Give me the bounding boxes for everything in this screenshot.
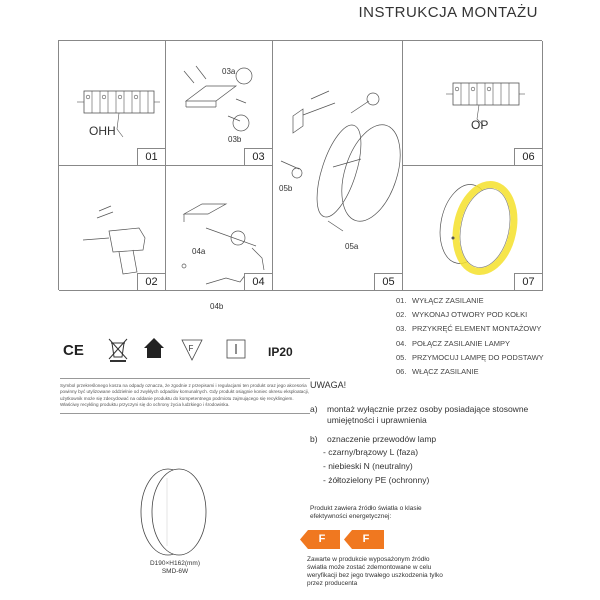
off-symbol-label: OHH: [89, 124, 116, 138]
recycling-note: Symbol przekreślonego kosza na odpady oznacza, że zgodnie z przepisami i regulacjami ten produkt oraz jego akcesoria powinny być utylizowane oddzielnie od zwykłych odpadów komunalnych. Gdy produkt osiągnie koniec okresu eksploatacji, użytkownik może się zdecydować na oddanie produktu do kompetentnego podmiotu zajmującego się recyklingiem. Właściwy recykling produktu przyczyni się do ochrony życia ludzkiego i środowiska.: [60, 378, 310, 414]
energy-class-label: F: [318, 533, 326, 545]
warning-item-a: a) montaż wyłącznie przez osoby posiadające stosowne umiejętności i uprawnienia: [310, 404, 529, 425]
warning-section: [310, 380, 552, 487]
weee-bin-icon: [106, 336, 130, 362]
wire-colors: [323, 445, 552, 487]
panel-number: 06: [514, 148, 542, 165]
on-symbol-label: OP: [471, 118, 489, 132]
lamp-attach-illustration: [273, 41, 403, 291]
wire-neutral: - niebieski N (neutralny): [323, 461, 413, 471]
panel-number: 01: [137, 148, 165, 165]
step-item: 06. WŁĄCZ ZASILANIE: [396, 366, 479, 376]
dimensions: D190×H162(mm): [149, 560, 201, 567]
panel-04: [166, 166, 273, 311]
panel-number: 03: [244, 148, 272, 165]
callout-04b: 04b: [210, 302, 224, 311]
callout-05b: 05b: [279, 184, 293, 193]
panel-03: [166, 41, 273, 166]
page-title: INSTRUKCJA MONTAŻU: [358, 4, 538, 21]
panel-number: 04: [244, 273, 272, 290]
panel-07: [403, 166, 543, 291]
flammable-surface-icon: [180, 336, 204, 362]
warning-item-b: b) oznaczenie przewodów lamp: [310, 434, 437, 444]
energy-note: Produkt zawiera źródło światła o klasie efektywności energetycznej:: [310, 505, 422, 520]
product-specs: [140, 560, 210, 576]
callout-03b: 03b: [228, 135, 242, 144]
wire-live: - czarny/brązowy L (faza): [323, 447, 419, 457]
svg-text:CE: CE: [63, 342, 84, 359]
svg-text:F: F: [188, 344, 194, 353]
indoor-use-icon: [142, 336, 166, 362]
steps-list: [396, 296, 544, 381]
step-item: 02. WYKONAJ OTWORY POD KOŁKI: [396, 310, 528, 320]
warning-heading: UWAGA!: [310, 380, 347, 390]
ce-mark-icon: [62, 336, 86, 362]
callout-04a: 04a: [192, 247, 206, 256]
panel-number: 05: [374, 273, 402, 290]
step-item: 05. PRZYMOCUJ LAMPĘ DO PODSTAWY: [396, 352, 544, 362]
step-item: 04. POŁĄCZ ZASILANIE LAMPY: [396, 338, 510, 348]
light-source-type: SMD-6W: [161, 568, 189, 575]
product-lamp-drawing: [135, 466, 215, 558]
panel-02: [59, 166, 166, 291]
panel-05: [273, 41, 403, 291]
safety-class-icon: [224, 336, 248, 362]
panel-number: 07: [514, 273, 542, 290]
step-item: 01. WYŁĄCZ ZASILANIE: [396, 296, 484, 305]
callout-03a: 03a: [222, 67, 236, 76]
panel-number: 02: [137, 273, 165, 290]
ip-rating: IP20: [268, 345, 293, 359]
wire-earth: - żółtozielony PE (ochronny): [323, 475, 430, 485]
light-source-note: Zawarte w produkcie wyposażonym źródło światła może zostać zdemontowane w celu weryfikacji bez jego trwałego uszkodzenia tylko przez producenta: [307, 556, 443, 588]
panel-06: [403, 41, 543, 166]
panel-01: [59, 41, 166, 166]
callout-05a: 05a: [345, 242, 359, 251]
energy-class-label: F: [362, 533, 370, 545]
step-item: 03. PRZYKRĘĆ ELEMENT MONTAŻOWY: [396, 324, 542, 334]
